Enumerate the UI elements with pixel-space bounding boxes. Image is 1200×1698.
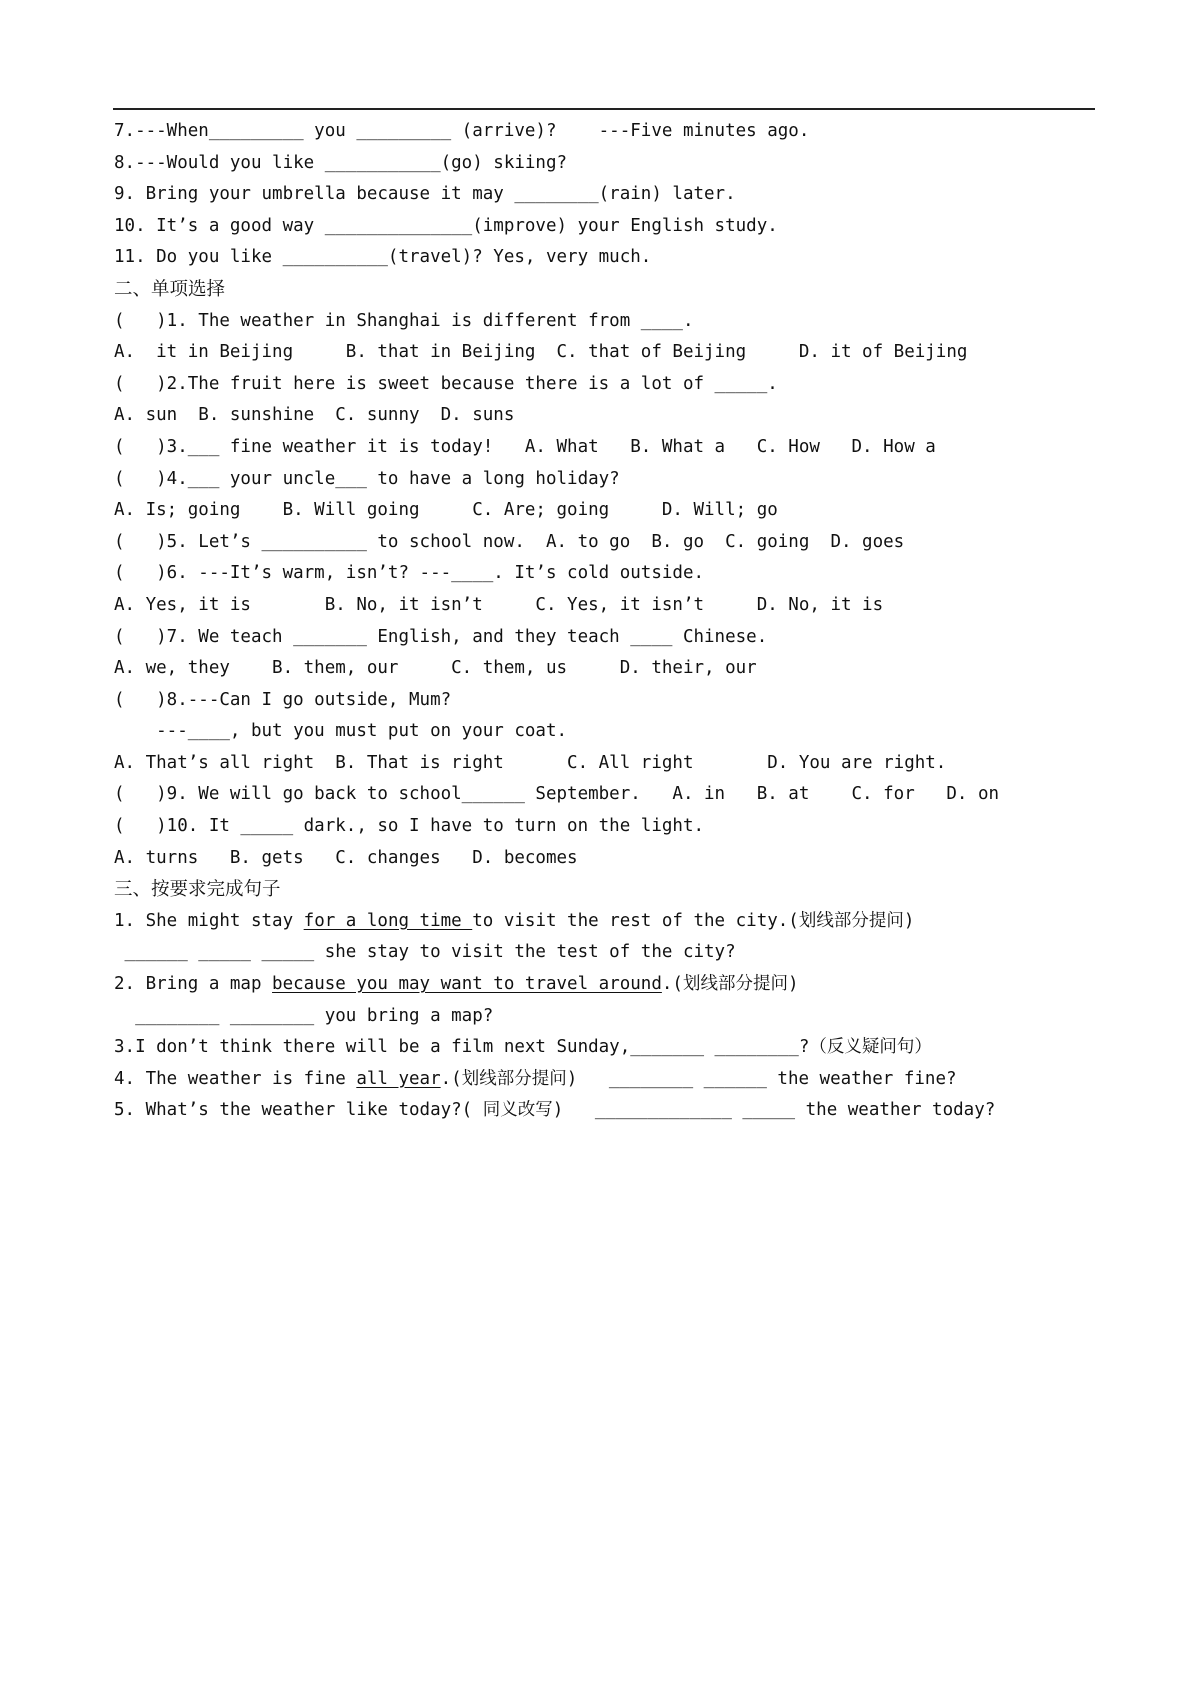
fill-blank-9: 9. Bring your umbrella because it may ________(rain) later. <box>114 184 736 205</box>
rewrite-1-answer: ______ _____ _____ she stay to visit the test of the city? <box>114 942 736 963</box>
rewrite-1-text: 1. She might stay for a long time to visit the rest of the city.(划线部分提问) <box>114 910 915 931</box>
rewrite-3: 3.I don’t think there will be a film next Sunday,_______ ________?（反义疑问句） <box>114 1037 932 1058</box>
section-heading-2: 二、单项选择 <box>114 278 226 300</box>
rewrite-2 <box>114 969 1194 1001</box>
mc-options-4: A. Is; going B. Will going C. Are; going D. Will; go <box>114 500 778 521</box>
mc-question-1: ( )1. The weather in Shanghai is different from ____. <box>114 310 694 331</box>
mc-options-7: A. we, they B. them, our C. them, us D. their, our <box>114 658 757 679</box>
fill-blank-11: 11. Do you like __________(travel)? Yes, very much. <box>114 247 652 268</box>
underlined-phrase: all year <box>356 1068 441 1089</box>
mc-question-7: ( )7. We teach _______ English, and they teach ____ Chinese. <box>114 626 768 647</box>
mc-question-2: ( )2.The fruit here is sweet because there is a lot of _____. <box>114 373 778 394</box>
mc-options-1: A. it in Beijing B. that in Beijing C. that of Beijing D. it of Beijing <box>114 342 968 363</box>
mc-question-8: ( )8.---Can I go outside, Mum? <box>114 689 452 710</box>
mc-options-6: A. Yes, it is B. No, it isn’t C. Yes, it isn’t D. No, it is <box>114 594 884 615</box>
mc-options-8: A. That’s all right B. That is right C. All right D. You are right. <box>114 752 947 773</box>
mc-question-5: ( )5. Let’s __________ to school now. A. to go B. go C. going D. goes <box>114 531 905 552</box>
rewrite-2-answer: ________ ________ you bring a map? <box>114 1005 494 1026</box>
header-rule <box>113 108 1095 110</box>
rewrite-4 <box>114 1064 1194 1096</box>
underlined-phrase: because you may want to travel around <box>272 974 662 995</box>
rewrite-2-text: 2. Bring a map because you may want to travel around.(划线部分提问) <box>114 974 799 995</box>
rewrite-1 <box>114 906 1194 938</box>
fill-blank-8: 8.---Would you like ___________(go) skiing? <box>114 152 568 173</box>
fill-blank-10: 10. It’s a good way ______________(improve) your English study. <box>114 215 778 236</box>
mc-question-6: ( )6. ---It’s warm, isn’t? ---____. It’s cold outside. <box>114 563 705 584</box>
rewrite-5: 5. What’s the weather like today?( 同义改写) _____________ _____ the weather today? <box>114 1100 996 1121</box>
mc-question-3: ( )3.___ fine weather it is today! A. What B. What a C. How D. How a <box>114 436 936 457</box>
mc-question-9: ( )9. We will go back to school______ September. A. in B. at C. for D. on <box>114 784 1000 805</box>
mc-question-10: ( )10. It _____ dark., so I have to turn on the light. <box>114 816 705 837</box>
mc-question-4: ( )4.___ your uncle___ to have a long holiday? <box>114 468 620 489</box>
rewrite-4-text: 4. The weather is fine all year.(划线部分提问) ________ ______ the weather fine? <box>114 1068 957 1089</box>
fill-blank-7: 7.---When_________ you _________ (arrive)? ---Five minutes ago. <box>114 121 810 141</box>
underlined-phrase: for a long time <box>303 910 473 931</box>
mc-options-10: A. turns B. gets C. changes D. becomes <box>114 847 578 868</box>
mc-question-8-reply: ---____, but you must put on your coat. <box>114 721 568 742</box>
section-heading-3: 三、按要求完成句子 <box>114 879 281 901</box>
exercise-lines <box>114 116 1194 1127</box>
mc-options-2: A. sun B. sunshine C. sunny D. suns <box>114 405 515 426</box>
